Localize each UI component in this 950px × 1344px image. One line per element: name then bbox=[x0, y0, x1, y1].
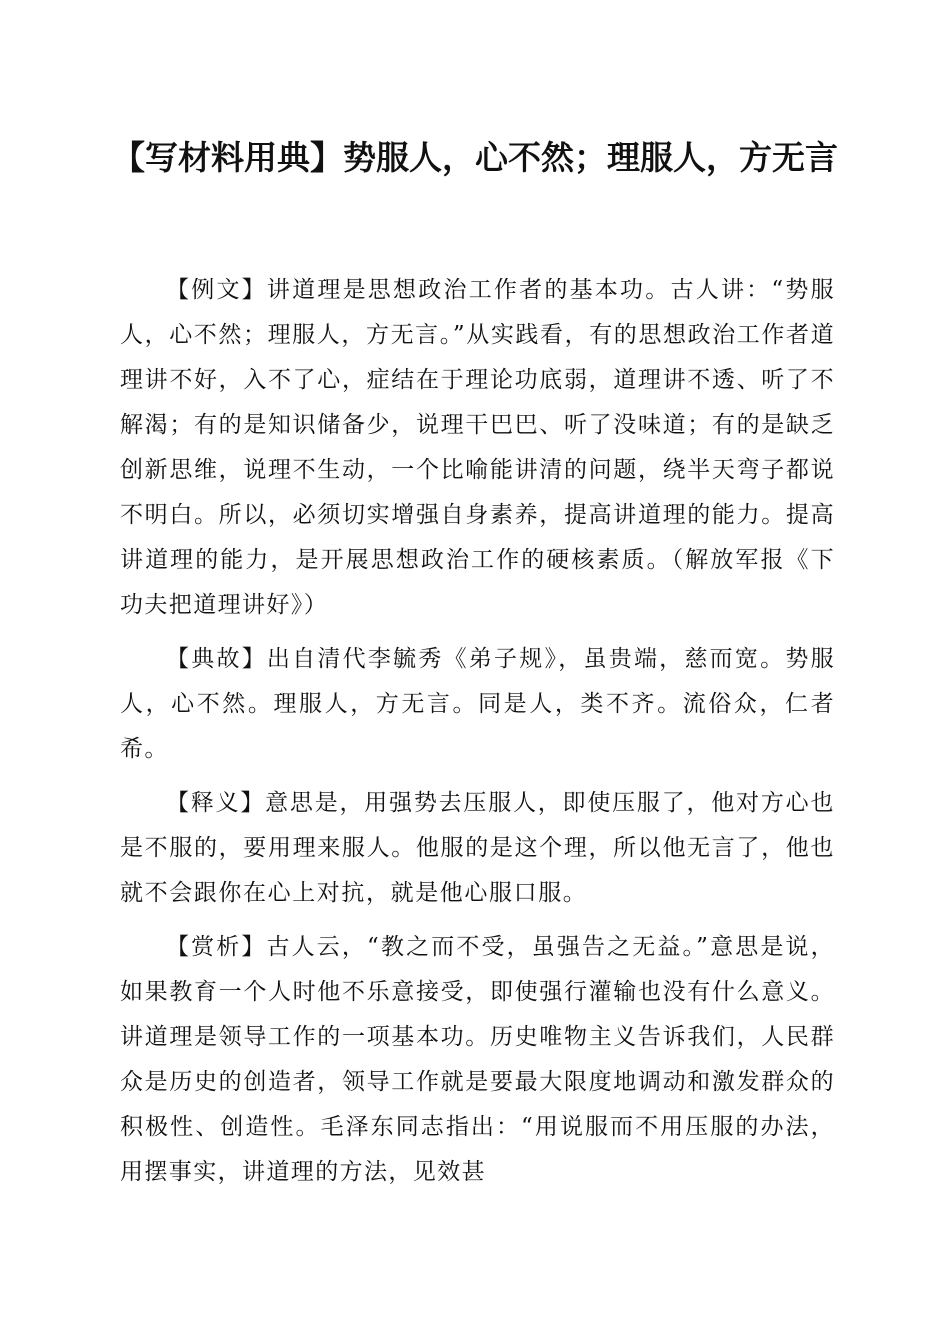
paragraph-allusion: 【典故】出自清代李毓秀《弟子规》，虽贵端，慈而宽。势服人，心不然。理服人，方无言。同是人，类不齐。流俗众，仁者希。 bbox=[120, 646, 835, 762]
paragraph-appreciation: 【赏析】古人云，“教之而不受，虽强告之无益。”意思是说，如果教育一个人时他不乐意接受，即使强行灌输也没有什么意义。讲道理是领导工作的一项基本功。历史唯物主义告诉我们，人民群众是历史的创造者，领导工作就是要最大限度地调动和激发群众的积极性、创造性。毛泽东同志指出：“用说服而不用压服的办法，用摆事实，讲道理的方法，见效甚 bbox=[120, 934, 835, 1185]
paragraph-example: 【例文】讲道理是思想政治工作者的基本功。古人讲：“势服人，心不然；理服人，方无言。”从实践看，有的思想政治工作者道理讲不好，入不了心，症结在于理论功底弱，道理讲不透、听了不解渴；有的是知识储备少，说理干巴巴、听了没味道；有的是缺乏创新思维，说理不生动，一个比喻能讲清的问题，绕半天弯子都说不明白。所以，必须切实增强自身素养，提高讲道理的能力。提高讲道理的能力，是开展思想政治工作的硬核素质。（解放军报《下功夫把道理讲好》） bbox=[120, 277, 835, 618]
document-body bbox=[120, 268, 835, 1204]
document-title: 【写材料用典】势服人，心不然；理服人，方无言 bbox=[112, 138, 838, 177]
paragraph-interpretation: 【释义】意思是，用强势去压服人，即使压服了，他对方心也是不服的，要用理来服人。他服的是这个理，所以他无言了，他也就不会跟你在心上对抗，就是他心服口服。 bbox=[120, 790, 835, 906]
